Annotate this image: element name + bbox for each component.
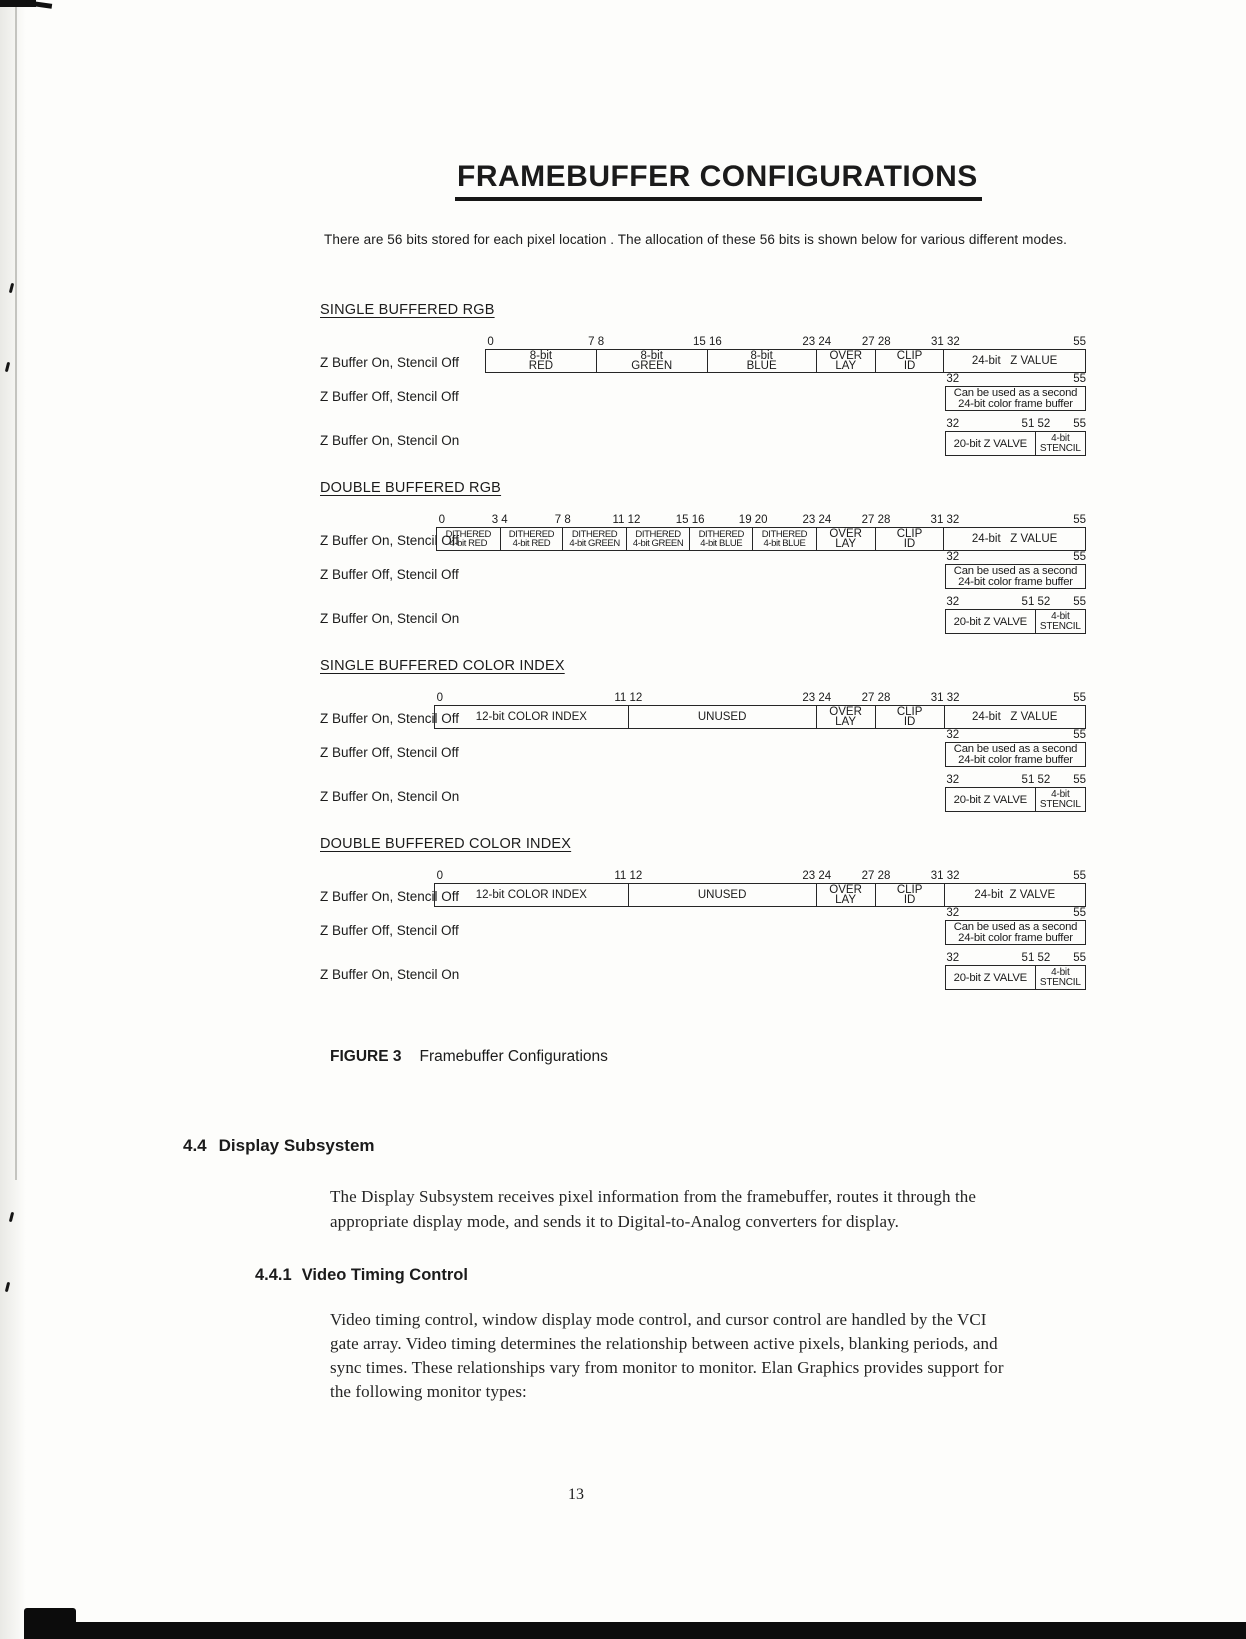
scan-left-band (0, 0, 26, 1639)
field-label-line: UNUSED (697, 710, 747, 723)
bit-tick: 23 24 (802, 514, 832, 526)
diagram-row-label: Z Buffer On, Stencil On (320, 433, 460, 448)
stencil-label-line: STENCIL (1039, 442, 1081, 454)
bit-tick-row (436, 514, 1086, 527)
field-label-line: BLUE (746, 360, 777, 372)
bit-tick-row (945, 729, 1086, 742)
figure-caption-text: Framebuffer Configurations (419, 1048, 608, 1065)
diagram-row-label: Z Buffer Off, Stencil Off (320, 567, 459, 582)
bit-tick: 11 12 (614, 692, 643, 704)
bit-tick: 51 52 (1021, 952, 1051, 964)
bit-tick: 32 (946, 596, 960, 608)
field-box (817, 884, 876, 906)
note-line: 24-bit color frame buffer (958, 398, 1073, 410)
field-label-line: LAY (835, 538, 857, 550)
diagram-row-label: Z Buffer On, Stencil On (320, 789, 460, 804)
bit-tick: 55 (1073, 373, 1086, 385)
stencil-label-line: 4-bit (1051, 789, 1070, 800)
second-buffer-note-box (945, 564, 1086, 589)
bit-tick-row (945, 373, 1086, 386)
bit-tick: 51 52 (1021, 596, 1051, 608)
field-label-line: UNUSED (697, 888, 747, 901)
bit-tick: 0 (438, 514, 445, 526)
note-line: Can be used as a second (953, 387, 1078, 399)
stencil-label-line: STENCIL (1039, 798, 1081, 810)
figure-caption-label: FIGURE 3 (330, 1048, 402, 1065)
field-box (690, 528, 753, 550)
bit-tick: 23 24 (802, 692, 832, 704)
scan-bottom-blob (24, 1608, 76, 1639)
bit-tick: 32 (946, 907, 960, 919)
field-box (563, 528, 627, 550)
bit-tick: 55 (1073, 514, 1086, 526)
paragraph-line: the following monitor types: (330, 1382, 527, 1401)
bit-tick: 31 32 (930, 692, 960, 704)
note-line: Can be used as a second (953, 921, 1078, 933)
note-line: 24-bit color frame buffer (958, 754, 1073, 766)
bit-tick: 55 (1073, 692, 1086, 704)
field-label-line: 24-bit Z VALUE (971, 354, 1058, 367)
field-label-line: 4-bit GREEN (632, 538, 684, 549)
diagram-row-label: Z Buffer On, Stencil Off (320, 355, 460, 370)
scan-left-line (15, 0, 17, 1180)
section-title: Video Timing Control (301, 1266, 468, 1284)
paragraph-line: The Display Subsystem receives pixel information from the framebuffer, routes it through the (330, 1187, 977, 1206)
field-box (629, 706, 817, 728)
field-label-line: 4-bit RED (512, 538, 551, 549)
diagram-row-label: Z Buffer Off, Stencil Off (320, 745, 459, 760)
scan-bottom-bar (24, 1622, 1246, 1639)
bit-tick-row (945, 774, 1086, 787)
bit-tick: 15 16 (692, 336, 722, 348)
bit-tick: 31 32 (930, 336, 960, 348)
paragraph-line: Video timing control, window display mode control, and cursor control are handled by the VCI (330, 1310, 987, 1329)
field-label-line: 8-bit (750, 350, 773, 362)
field-label-line: CLIP (896, 350, 923, 362)
field-label-line: OVER (829, 706, 862, 718)
section-number: 4.4 (183, 1136, 207, 1155)
field-box (945, 706, 1085, 728)
scan-top-streak2 (26, 0, 52, 9)
field-box (597, 350, 708, 372)
bit-tick-row (945, 907, 1086, 920)
bit-tick: 32 (946, 373, 960, 385)
note-line: Can be used as a second (953, 565, 1078, 577)
paragraph-line: appropriate display mode, and sends it to Digital-to-Analog converters for display. (330, 1212, 900, 1231)
bit-tick-row (945, 596, 1086, 609)
bit-tick: 51 52 (1021, 418, 1051, 430)
bit-tick: 27 28 (861, 870, 891, 882)
bitfield-row (436, 527, 1086, 551)
z-value-box: 20-bit Z VALVE (946, 432, 1036, 455)
diagram-row-label: Z Buffer On, Stencil On (320, 611, 460, 626)
field-label-line: 8-bit (529, 350, 553, 362)
bit-tick: 0 (487, 336, 494, 348)
page-number: 13 (568, 1486, 584, 1503)
second-buffer-note-box (945, 920, 1086, 945)
field-label-line: DITHERED (635, 528, 681, 540)
stencil-label-line: 4-bit (1051, 967, 1070, 978)
intro-text: There are 56 bits stored for each pixel location . The allocation of these 56 bits is shown below for various different modes. (324, 232, 1068, 247)
field-label-line: DITHERED (761, 528, 808, 540)
field-label-line: DITHERED (571, 528, 618, 540)
field-label-line: GREEN (631, 360, 673, 372)
bit-tick: 32 (946, 729, 960, 741)
section-title: Display Subsystem (218, 1136, 375, 1155)
field-box (753, 528, 817, 550)
z-value-box: 20-bit Z VALVE (946, 788, 1036, 811)
bit-tick: 27 28 (861, 692, 891, 704)
bitfield-row (485, 349, 1086, 373)
diagram-row-label: Z Buffer On, Stencil On (320, 967, 460, 982)
field-label-line: DITHERED (698, 528, 744, 540)
field-box (627, 528, 691, 550)
field-box (817, 350, 876, 372)
zvalue-stencil-box (945, 965, 1086, 990)
field-label-line: OVER (829, 528, 862, 540)
field-box (944, 350, 1085, 372)
field-label-line: 4-bit GREEN (569, 538, 620, 549)
field-box (817, 528, 876, 550)
field-label-line: ID (903, 360, 916, 372)
field-box (486, 350, 597, 372)
stencil-label-line: STENCIL (1039, 976, 1081, 988)
bit-tick: 51 52 (1021, 774, 1051, 786)
diagram-row-label: Z Buffer On, Stencil Off (320, 533, 460, 548)
diagram-row-label: Z Buffer Off, Stencil Off (320, 389, 459, 404)
field-box (435, 706, 629, 728)
stencil-label-line: 4-bit (1051, 611, 1070, 622)
diagram-row-label: Z Buffer Off, Stencil Off (320, 923, 459, 938)
bit-tick: 11 12 (614, 870, 643, 882)
bit-tick: 55 (1073, 774, 1086, 786)
field-label-line: ID (903, 894, 916, 906)
paragraph-line: gate array. Video timing determines the relationship between active pixels, blanking periods, and (330, 1334, 998, 1353)
field-box (708, 350, 817, 372)
diagram-row-label: Z Buffer On, Stencil Off (320, 711, 460, 726)
zvalue-stencil-box (945, 609, 1086, 634)
diagram-section-heading: SINGLE BUFFERED RGB (320, 302, 495, 318)
bit-tick-row (945, 418, 1086, 431)
bit-tick: 32 (946, 418, 960, 430)
section-4-4-1-heading (255, 1266, 468, 1285)
zvalue-stencil-box (945, 787, 1086, 812)
field-box (501, 528, 564, 550)
diagram-section-heading: DOUBLE BUFFERED RGB (320, 480, 502, 496)
note-line: 24-bit color frame buffer (958, 932, 1073, 944)
field-label-line: CLIP (896, 706, 923, 718)
bit-tick-row (945, 952, 1086, 965)
field-label-line: LAY (835, 894, 857, 906)
field-label-line: DITHERED (508, 528, 555, 540)
bit-tick: 55 (1073, 870, 1086, 882)
field-box (817, 706, 876, 728)
bit-tick: 27 28 (861, 336, 891, 348)
field-label-line: 24-bit Z VALVE (974, 888, 1056, 901)
bit-tick: 55 (1073, 729, 1086, 741)
field-label-line: DITHERED (445, 528, 491, 540)
field-label-line: 4-bit BLUE (763, 538, 806, 549)
bitfield-row (434, 883, 1086, 907)
field-label-line: 24-bit Z VALUE (972, 710, 1058, 723)
field-box (876, 350, 944, 372)
bit-tick: 55 (1073, 907, 1086, 919)
bit-tick: 0 (436, 692, 443, 704)
stencil-box (1036, 788, 1085, 811)
field-box (945, 884, 1085, 906)
bit-tick: 23 24 (802, 336, 832, 348)
bit-tick-row (434, 870, 1086, 883)
field-box (876, 706, 945, 728)
diagram-section-heading: DOUBLE BUFFERED COLOR INDEX (320, 836, 572, 852)
field-label-line: LAY (835, 360, 857, 372)
field-label-line: OVER (829, 350, 863, 362)
stencil-label-line: 4-bit (1051, 433, 1070, 444)
field-box (876, 528, 945, 550)
field-box (876, 884, 945, 906)
second-buffer-note-box (945, 386, 1086, 411)
bit-tick: 7 8 (554, 514, 571, 526)
bitfield-row (434, 705, 1086, 729)
stencil-label-line: STENCIL (1039, 620, 1081, 632)
bit-tick: 7 8 (588, 336, 605, 348)
field-label-line: ID (903, 538, 916, 550)
field-label-line: 8-bit (640, 350, 663, 362)
second-buffer-note-box (945, 742, 1086, 767)
bit-tick: 55 (1073, 551, 1086, 563)
bit-tick: 31 32 (930, 870, 960, 882)
page-title: FRAMEBUFFER CONFIGURATIONS (455, 160, 982, 201)
field-box (629, 884, 817, 906)
field-label-line: 24-bit Z VALUE (971, 532, 1058, 545)
bit-tick: 27 28 (861, 514, 891, 526)
bit-tick: 55 (1073, 952, 1086, 964)
section-number: 4.4.1 (255, 1266, 292, 1284)
section-4-4-heading (183, 1136, 375, 1156)
bit-tick: 55 (1073, 336, 1086, 348)
bit-tick: 32 (946, 952, 960, 964)
field-label-line: CLIP (896, 528, 923, 540)
stencil-box (1036, 966, 1085, 989)
bit-tick-row (434, 692, 1086, 705)
field-label-line: OVER (829, 884, 862, 896)
zvalue-stencil-box (945, 431, 1086, 456)
diagram-section-heading: SINGLE BUFFERED COLOR INDEX (320, 658, 565, 674)
bit-tick: 3 4 (491, 514, 508, 526)
z-value-box: 20-bit Z VALVE (946, 610, 1036, 633)
field-label-line: LAY (835, 716, 857, 728)
note-line: Can be used as a second (953, 743, 1078, 755)
field-label-line: 12-bit COLOR INDEX (475, 710, 587, 723)
bit-tick: 19 20 (738, 514, 768, 526)
field-label-line: 4-bit BLUE (700, 538, 743, 549)
bit-tick: 31 32 (930, 514, 960, 526)
field-box (435, 884, 629, 906)
stencil-box (1036, 432, 1085, 455)
paragraph-line: sync times. These relationships vary from monitor to monitor. Elan Graphics provides support for (330, 1358, 1004, 1377)
bit-tick: 55 (1073, 596, 1086, 608)
display-subsystem-paragraph (330, 1184, 976, 1234)
field-label-line: RED (528, 360, 554, 372)
field-label-line: 4-bit RED (449, 538, 488, 549)
bit-tick: 55 (1073, 418, 1086, 430)
field-label-line: ID (903, 716, 916, 728)
diagram-row-label: Z Buffer On, Stencil Off (320, 889, 460, 904)
note-line: 24-bit color frame buffer (958, 576, 1073, 588)
field-box (944, 528, 1085, 550)
field-label-line: 12-bit COLOR INDEX (475, 888, 587, 901)
bit-tick: 0 (436, 870, 443, 882)
field-label-line: CLIP (896, 884, 923, 896)
bit-tick-row (485, 336, 1086, 349)
figure-caption (330, 1048, 608, 1066)
video-timing-paragraph (330, 1308, 1004, 1404)
bit-tick-row (945, 551, 1086, 564)
z-value-box: 20-bit Z VALVE (946, 966, 1036, 989)
bit-tick: 32 (946, 774, 960, 786)
bit-tick: 32 (946, 551, 960, 563)
bit-tick: 11 12 (612, 514, 641, 526)
bit-tick: 15 16 (675, 514, 705, 526)
bit-tick: 23 24 (802, 870, 832, 882)
stencil-box (1036, 610, 1085, 633)
